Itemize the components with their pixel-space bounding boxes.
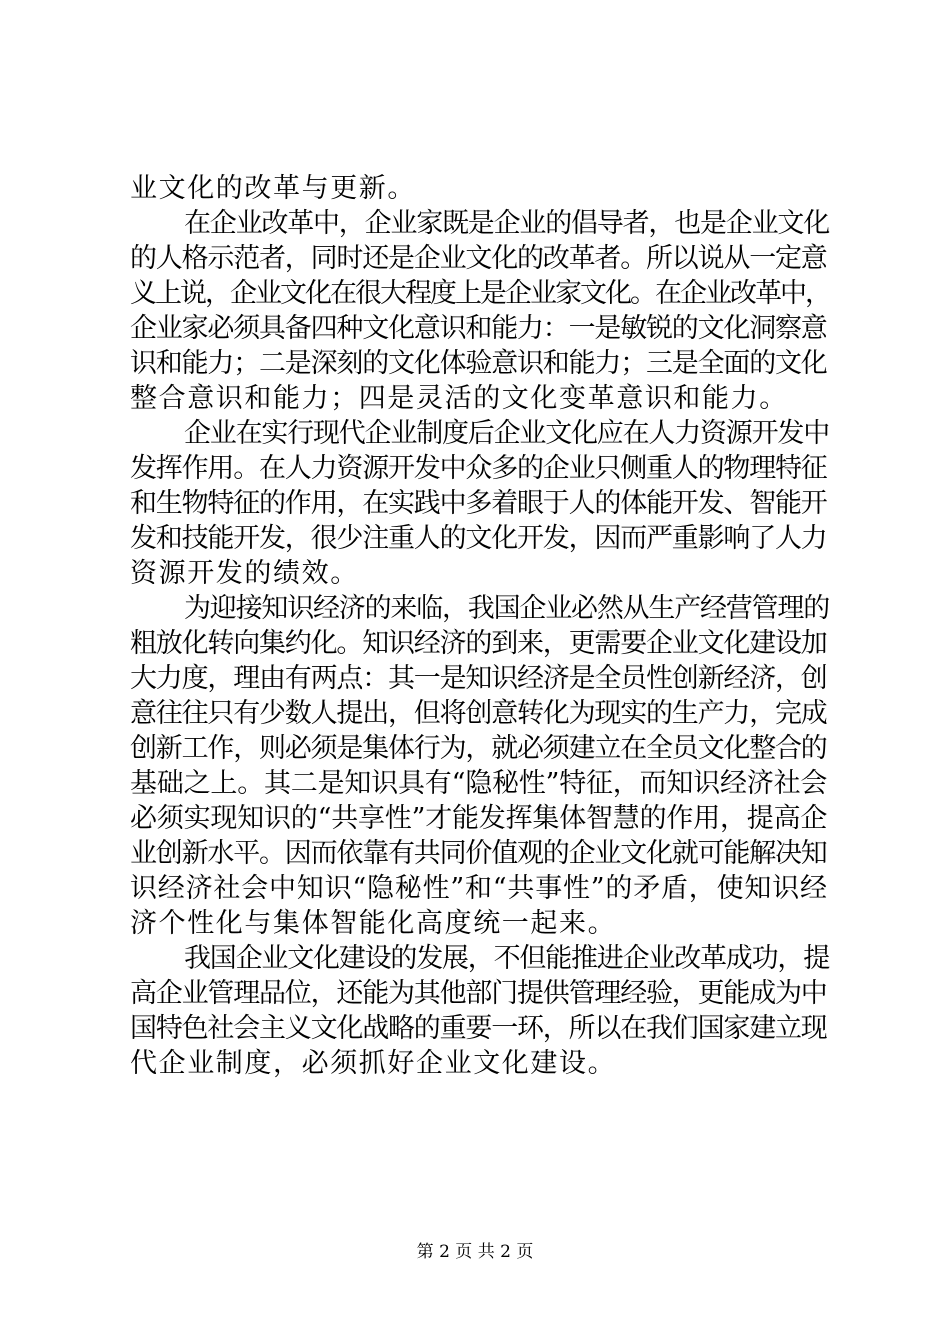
text-line: 大力度，理由有两点：其一是知识经济是全员性创新经济，创	[130, 663, 827, 694]
paragraph-first-line: 在企业改革中，企业家既是企业的倡导者，也是企业文化	[184, 208, 829, 239]
text-line: 发挥作用。在人力资源开发中众多的企业只侧重人的物理特征	[130, 453, 827, 484]
text-line: 和生物特征的作用，在实践中多着眼于人的体能开发、智能开	[130, 488, 827, 519]
document-body	[130, 171, 830, 1081]
text-line: 发和技能开发，很少注重人的文化开发，因而严重影响了人力	[130, 523, 827, 554]
text-line: 意往往只有少数人提出，但将创意转化为现实的生产力，完成	[130, 698, 827, 729]
text-line: 业文化的改革与更新。	[130, 173, 416, 204]
paragraph-first-line: 企业在实行现代企业制度后企业文化应在人力资源开发中	[184, 418, 829, 449]
text-line: 企业家必须具备四种文化意识和能力：一是敏锐的文化洞察意	[130, 313, 827, 344]
text-line: 代企业制度，必须抓好企业文化建设。	[130, 1048, 617, 1079]
paragraph-first-line: 我国企业文化建设的发展，不但能推进企业改革成功，提	[184, 943, 829, 974]
text-line: 创新工作，则必须是集体行为，就必须建立在全员文化整合的	[130, 733, 827, 764]
text-line: 识经济社会中知识“隐秘性”和“共事性”的矛盾，使知识经	[130, 873, 828, 904]
text-line: 国特色社会主义文化战略的重要一环，所以在我们国家建立现	[130, 1013, 827, 1044]
text-line: 资源开发的绩效。	[130, 558, 359, 589]
text-line: 的人格示范者，同时还是企业文化的改革者。所以说从一定意	[130, 243, 827, 274]
text-line: 粗放化转向集约化。知识经济的到来，更需要企业文化建设加	[130, 628, 827, 659]
text-line: 济个性化与集体智能化高度统一起来。	[130, 908, 617, 939]
page-number-footer: 第 2 页 共 2 页	[416, 1242, 534, 1262]
text-line: 高企业管理品位，还能为其他部门提供管理经验，更能成为中	[130, 978, 827, 1009]
text-line: 基础之上。其二是知识具有“隐秘性”特征，而知识经济社会	[130, 768, 828, 799]
paragraph-first-line: 为迎接知识经济的来临，我国企业必然从生产经营管理的	[184, 593, 829, 624]
text-line: 整合意识和能力；四是灵活的文化变革意识和能力。	[130, 383, 788, 414]
text-line: 业创新水平。因而依靠有共同价值观的企业文化就可能解决知	[130, 838, 827, 869]
text-line: 识和能力；二是深刻的文化体验意识和能力；三是全面的文化	[130, 348, 827, 379]
text-line: 必须实现知识的“共享性”才能发挥集体智慧的作用，提高企	[130, 803, 828, 834]
text-line: 义上说，企业文化在很大程度上是企业家文化。在企业改革中，	[130, 278, 830, 309]
